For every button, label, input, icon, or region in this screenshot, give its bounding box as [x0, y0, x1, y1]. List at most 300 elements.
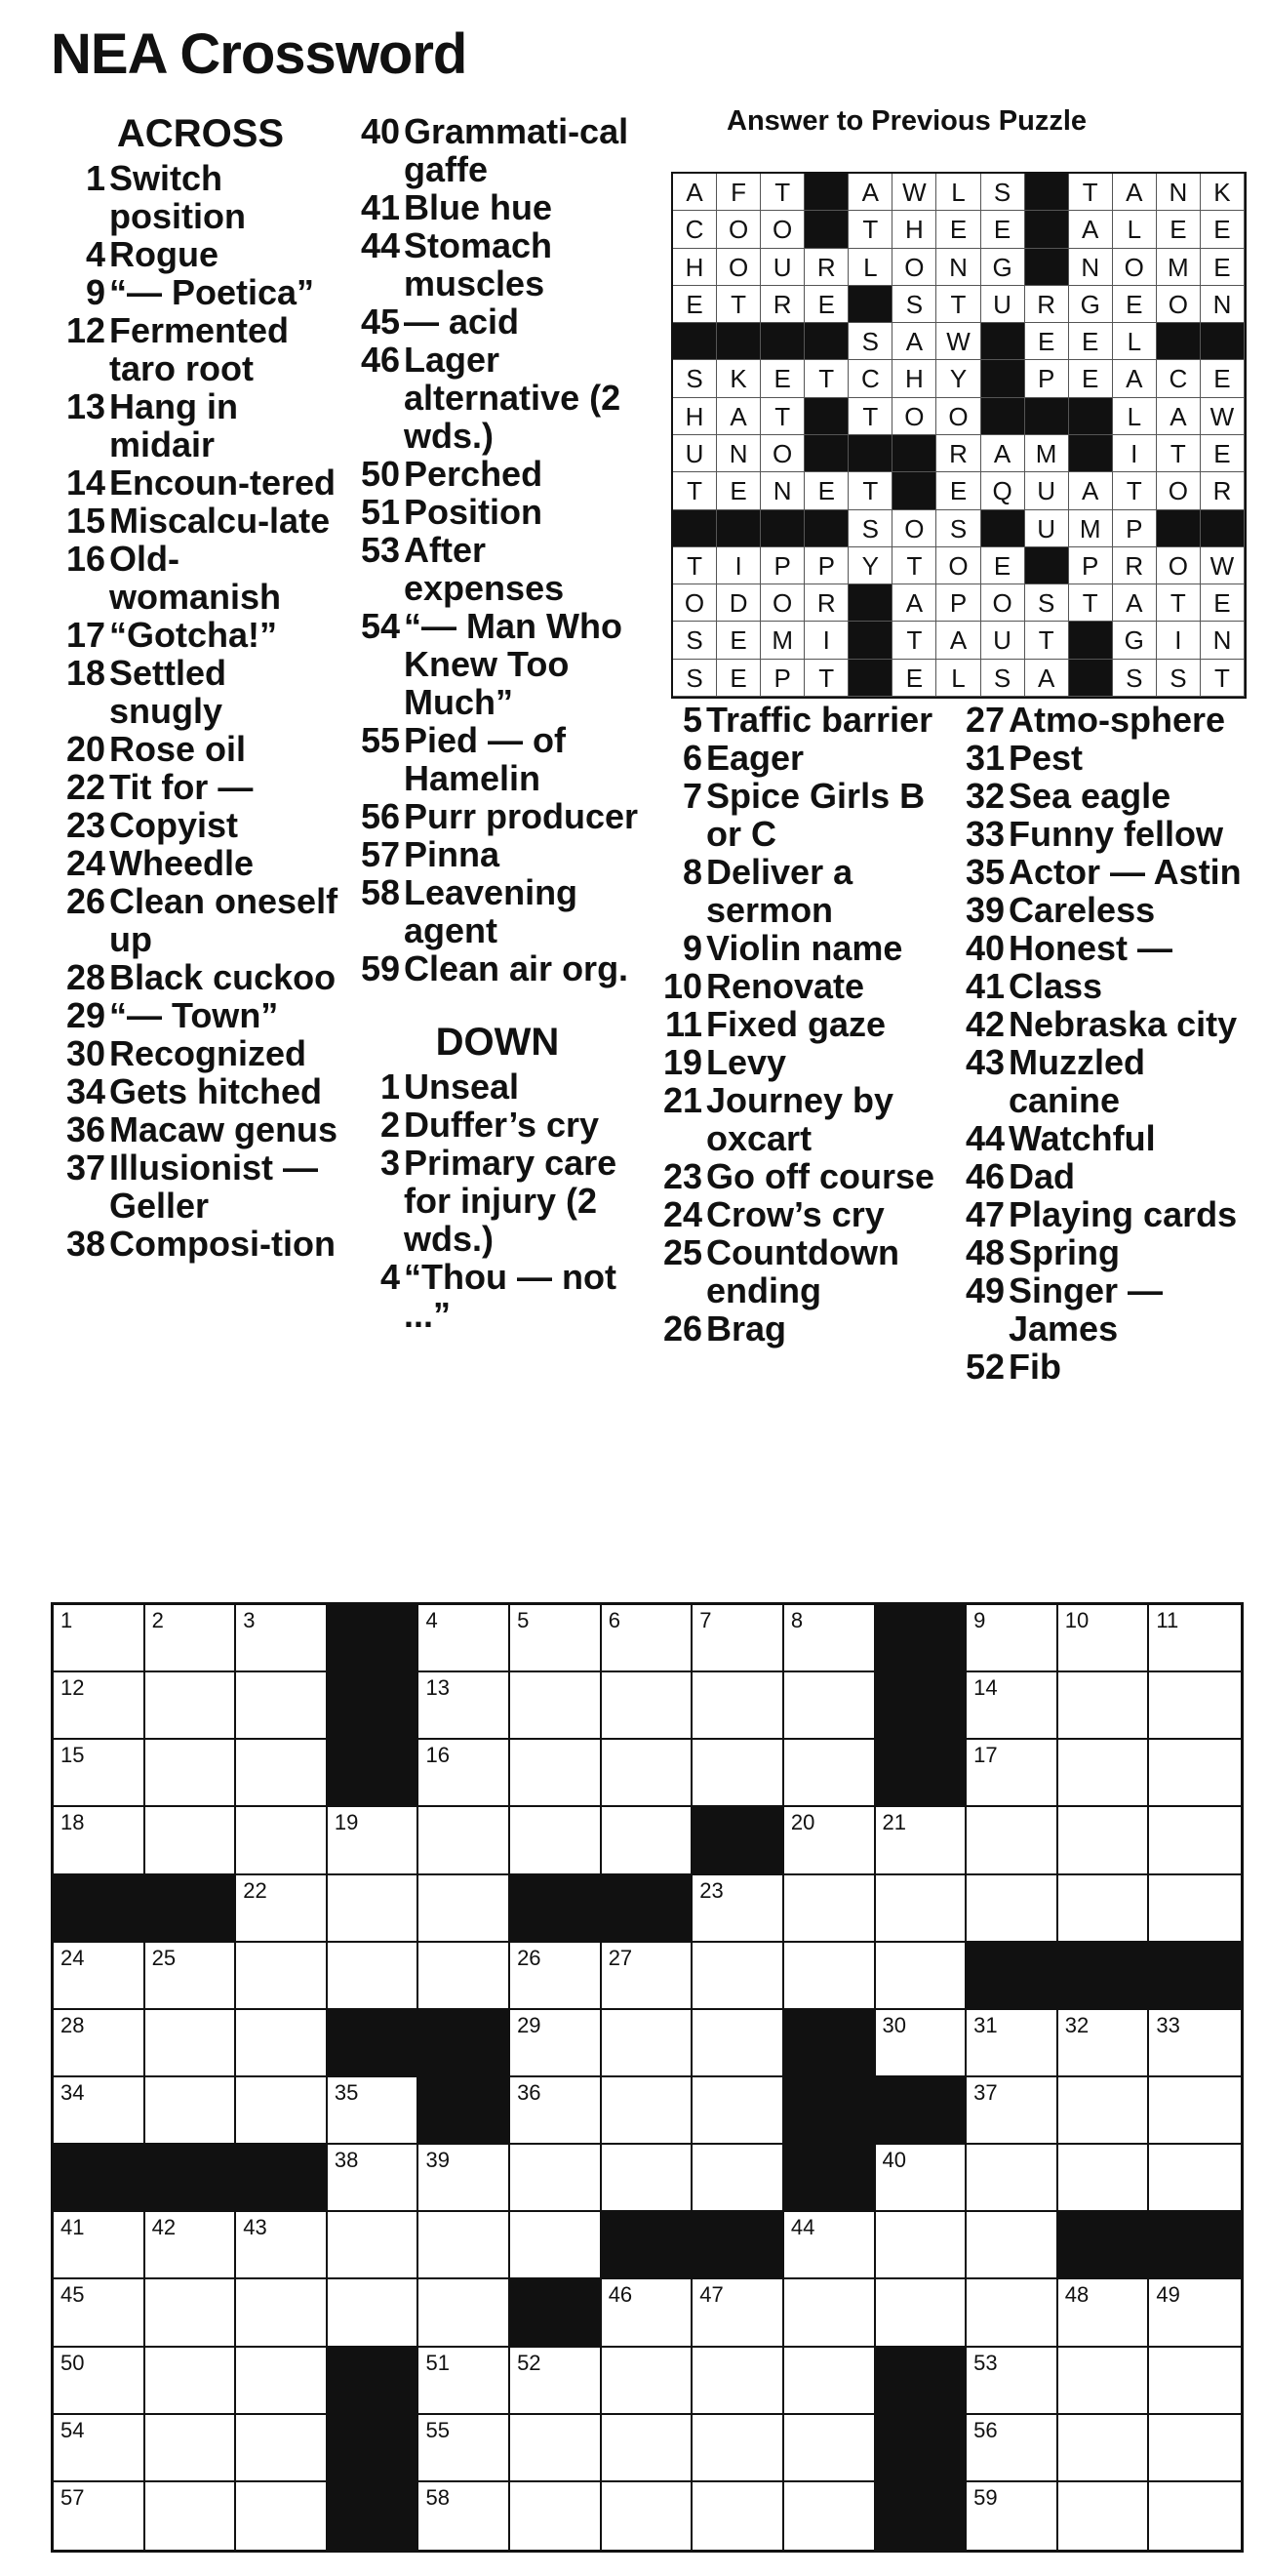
answer-letter: A — [849, 174, 892, 211]
grid-cell[interactable] — [1058, 1875, 1150, 1943]
across-clue-59 — [351, 949, 644, 987]
grid-cell[interactable] — [236, 1740, 328, 1807]
clue-number: 3 — [379, 1143, 400, 1183]
grid-cell[interactable] — [54, 1943, 145, 2010]
grid-cell[interactable] — [1149, 2279, 1241, 2347]
grid-cell[interactable] — [876, 1943, 968, 2010]
grid-cell[interactable] — [54, 2482, 145, 2550]
across-clue-53 — [351, 531, 644, 607]
grid-cell[interactable] — [693, 1943, 784, 2010]
cell-number: 40 — [882, 2148, 907, 2173]
grid-cell[interactable] — [784, 2482, 876, 2550]
answer-letter: R — [761, 286, 805, 323]
grid-cell[interactable] — [784, 2415, 876, 2482]
clue-text: Countdown ending — [706, 1232, 899, 1310]
answer-letter: I — [805, 622, 849, 659]
answer-letter: T — [717, 286, 761, 323]
clue-text: Macaw genus — [109, 1109, 338, 1149]
grid-cell[interactable] — [54, 2010, 145, 2077]
grid-cell[interactable] — [236, 1605, 328, 1672]
clue-number: 9 — [85, 272, 105, 312]
across-clue-37 — [57, 1148, 344, 1225]
grid-cell[interactable] — [693, 2348, 784, 2415]
grid-cell[interactable] — [1149, 2415, 1241, 2482]
across-clue-20 — [57, 730, 344, 768]
cell-number: 9 — [973, 1608, 986, 1632]
down-clue-2 — [351, 1106, 644, 1144]
grid-cell[interactable] — [510, 2348, 602, 2415]
down-clue-25 — [649, 1233, 951, 1309]
grid-cell[interactable] — [145, 2348, 237, 2415]
black-square — [876, 2482, 968, 2550]
grid-cell[interactable] — [510, 1943, 602, 2010]
clue-text: Miscalcu-late — [109, 501, 331, 541]
grid-cell[interactable] — [693, 2010, 784, 2077]
grid-cell[interactable] — [418, 2145, 510, 2212]
across-clue-44 — [351, 226, 644, 302]
clue-number: 59 — [360, 948, 400, 988]
answer-letter: T — [673, 547, 717, 584]
cell-number: 44 — [790, 2215, 815, 2240]
clue-number: 28 — [65, 957, 105, 997]
grid-cell[interactable] — [1149, 1740, 1241, 1807]
answer-letter: O — [1113, 249, 1157, 286]
answer-black-square — [1025, 174, 1069, 211]
grid-cell[interactable] — [54, 1807, 145, 1874]
answer-black-square — [805, 174, 849, 211]
grid-cell[interactable] — [967, 2212, 1058, 2279]
black-square — [328, 2348, 419, 2415]
grid-cell[interactable] — [1058, 2415, 1150, 2482]
grid-cell[interactable] — [328, 2077, 419, 2145]
answer-letter: S — [673, 622, 717, 659]
grid-cell[interactable] — [1058, 1807, 1150, 1874]
answer-letter: W — [936, 323, 980, 360]
grid-cell[interactable] — [693, 1672, 784, 1740]
answer-letter: T — [1201, 660, 1245, 697]
answer-letter: E — [1201, 360, 1245, 397]
grid-cell[interactable] — [54, 2077, 145, 2145]
grid-cell[interactable] — [1058, 2279, 1150, 2347]
clue-text: Recognized — [109, 1033, 307, 1073]
answer-letter: O — [1157, 547, 1201, 584]
grid-cell[interactable] — [693, 2482, 784, 2550]
clue-text: Pest — [1009, 738, 1084, 778]
grid-cell[interactable] — [693, 1605, 784, 1672]
grid-cell[interactable] — [236, 1943, 328, 2010]
down-clue-list-2 — [351, 1067, 644, 1334]
answer-letter: O — [936, 398, 980, 435]
across-clue-28 — [57, 958, 344, 996]
clue-number: 33 — [965, 814, 1005, 854]
answer-letter: S — [673, 660, 717, 697]
answer-letter: E — [981, 547, 1025, 584]
black-square — [328, 1605, 419, 1672]
cell-number: 36 — [517, 2080, 541, 2105]
answer-letter: E — [1201, 584, 1245, 622]
across-clue-36 — [57, 1110, 344, 1148]
grid-cell[interactable] — [328, 2145, 419, 2212]
grid-cell[interactable] — [967, 1740, 1058, 1807]
grid-cell[interactable] — [1058, 2482, 1150, 2550]
answer-letter: R — [936, 435, 980, 472]
cell-number: 26 — [517, 1945, 541, 1970]
answer-letter: R — [1025, 286, 1069, 323]
grid-cell[interactable] — [510, 1807, 602, 1874]
grid-cell[interactable] — [418, 2279, 510, 2347]
grid-cell[interactable] — [876, 2145, 968, 2212]
grid-cell[interactable] — [54, 1740, 145, 1807]
grid-cell[interactable] — [145, 1672, 237, 1740]
grid-cell[interactable] — [693, 1875, 784, 1943]
grid-cell[interactable] — [510, 2482, 602, 2550]
grid-cell[interactable] — [54, 2279, 145, 2347]
answer-letter: A — [1113, 360, 1157, 397]
clue-text: Composi-tion — [109, 1224, 336, 1264]
grid-cell[interactable] — [693, 2279, 784, 2347]
grid-cell[interactable] — [236, 2348, 328, 2415]
grid-cell[interactable] — [876, 2212, 968, 2279]
black-square — [876, 1740, 968, 1807]
across-clue-57 — [351, 835, 644, 873]
clue-number: 24 — [65, 843, 105, 883]
cell-number: 5 — [517, 1608, 530, 1632]
grid-cell[interactable] — [967, 2077, 1058, 2145]
answer-letter: M — [1069, 510, 1113, 547]
across-clue-38 — [57, 1225, 344, 1263]
clue-text: Duffer’s cry — [404, 1105, 600, 1145]
cell-number: 10 — [1064, 1608, 1090, 1632]
clue-number: 6 — [682, 738, 702, 778]
grid-cell[interactable] — [418, 1943, 510, 2010]
black-square — [967, 1943, 1058, 2010]
grid-cell[interactable] — [784, 1740, 876, 1807]
down-clue-43 — [951, 1043, 1244, 1119]
across-clue-15 — [57, 502, 344, 540]
across-clue-46 — [351, 341, 644, 455]
grid-cell[interactable] — [236, 2077, 328, 2145]
across-clue-26 — [57, 882, 344, 958]
grid-cell[interactable] — [784, 2348, 876, 2415]
cell-number: 15 — [60, 1743, 85, 1768]
answer-letter: E — [1113, 286, 1157, 323]
clue-text: Tit for — — [109, 767, 254, 807]
grid-cell[interactable] — [236, 2415, 328, 2482]
grid-cell[interactable] — [510, 1672, 602, 1740]
grid-cell[interactable] — [967, 2415, 1058, 2482]
grid-cell[interactable] — [145, 1943, 237, 2010]
cell-number: 20 — [790, 1810, 815, 1835]
cell-number: 29 — [517, 2012, 541, 2037]
answer-letter: S — [673, 360, 717, 397]
answer-letter: T — [849, 398, 892, 435]
grid-cell[interactable] — [145, 1605, 237, 1672]
grid-cell[interactable] — [967, 2348, 1058, 2415]
clue-text: Hang in midair — [109, 386, 238, 464]
clue-number: 34 — [65, 1071, 105, 1111]
grid-cell[interactable] — [784, 1605, 876, 1672]
grid-cell[interactable] — [54, 2415, 145, 2482]
clue-number: 48 — [965, 1232, 1005, 1272]
clue-number: 45 — [360, 302, 400, 342]
cell-number: 38 — [334, 2148, 359, 2173]
black-square — [236, 2145, 328, 2212]
clue-number: 18 — [65, 653, 105, 693]
black-square — [876, 2415, 968, 2482]
grid-cell[interactable] — [418, 1807, 510, 1874]
cell-number: 21 — [882, 1810, 907, 1835]
grid-cell[interactable] — [784, 1943, 876, 2010]
grid-cell[interactable] — [693, 2077, 784, 2145]
grid-cell[interactable] — [1149, 1807, 1241, 1874]
crossword-grid — [51, 1602, 1244, 2553]
grid-cell[interactable] — [145, 1807, 237, 1874]
grid-cell[interactable] — [693, 2415, 784, 2482]
grid-cell[interactable] — [418, 1605, 510, 1672]
clue-text: Sea eagle — [1009, 776, 1171, 816]
grid-cell[interactable] — [54, 2348, 145, 2415]
black-square — [328, 2010, 419, 2077]
across-clue-9 — [57, 273, 344, 311]
grid-cell[interactable] — [602, 1943, 694, 2010]
grid-cell[interactable] — [967, 2010, 1058, 2077]
clue-text: Grammati-cal gaffe — [404, 111, 629, 189]
grid-cell[interactable] — [418, 2348, 510, 2415]
grid-cell[interactable] — [602, 2010, 694, 2077]
clue-number: 32 — [965, 776, 1005, 816]
grid-cell[interactable] — [418, 1875, 510, 1943]
clue-text: Actor — Astin — [1009, 852, 1242, 892]
answer-black-square — [1201, 323, 1245, 360]
answer-letter: O — [892, 398, 936, 435]
answer-letter: L — [1113, 323, 1157, 360]
grid-cell[interactable] — [418, 1740, 510, 1807]
clue-text: Violin name — [706, 928, 903, 968]
clue-number: 27 — [965, 700, 1005, 740]
grid-cell[interactable] — [328, 1943, 419, 2010]
grid-cell[interactable] — [602, 2145, 694, 2212]
grid-cell[interactable] — [236, 1807, 328, 1874]
answer-letter: E — [1157, 211, 1201, 248]
grid-cell[interactable] — [1058, 1672, 1150, 1740]
clue-text: Class — [1009, 966, 1103, 1006]
clue-text: Rogue — [109, 234, 218, 274]
grid-cell[interactable] — [693, 1740, 784, 1807]
grid-cell[interactable] — [145, 2482, 237, 2550]
grid-cell[interactable] — [1058, 2145, 1150, 2212]
grid-cell[interactable] — [236, 2010, 328, 2077]
grid-cell[interactable] — [418, 1672, 510, 1740]
grid-cell[interactable] — [784, 1875, 876, 1943]
grid-cell[interactable] — [510, 2077, 602, 2145]
answer-letter: U — [673, 435, 717, 472]
clue-text: Muzzled canine — [1009, 1042, 1145, 1120]
answer-letter: E — [717, 660, 761, 697]
grid-cell[interactable] — [328, 2279, 419, 2347]
answer-letter: L — [849, 249, 892, 286]
black-square — [784, 2145, 876, 2212]
answer-letter: G — [1069, 286, 1113, 323]
answer-letter: O — [892, 510, 936, 547]
grid-cell[interactable] — [602, 2348, 694, 2415]
clue-number: 7 — [682, 776, 702, 816]
grid-cell[interactable] — [54, 2212, 145, 2279]
grid-cell[interactable] — [418, 2212, 510, 2279]
grid-cell[interactable] — [876, 1807, 968, 1874]
grid-cell[interactable] — [1149, 2145, 1241, 2212]
page-title: NEA Crossword — [51, 22, 467, 86]
grid-cell[interactable] — [1058, 1740, 1150, 1807]
grid-cell[interactable] — [876, 1875, 968, 1943]
grid-cell[interactable] — [967, 2482, 1058, 2550]
down-clue-6 — [649, 739, 951, 777]
answer-letter: P — [1069, 547, 1113, 584]
grid-cell[interactable] — [145, 2415, 237, 2482]
answer-letter: A — [1113, 584, 1157, 622]
answer-letter: A — [673, 174, 717, 211]
grid-cell[interactable] — [876, 2279, 968, 2347]
grid-cell[interactable] — [236, 2279, 328, 2347]
grid-cell[interactable] — [236, 1875, 328, 1943]
grid-cell[interactable] — [1149, 1672, 1241, 1740]
clue-text: Lager alternative (2 wds.) — [404, 340, 621, 456]
grid-cell[interactable] — [145, 2077, 237, 2145]
answer-letter: E — [1069, 360, 1113, 397]
clue-number: 16 — [65, 539, 105, 579]
grid-cell[interactable] — [693, 2145, 784, 2212]
grid-cell[interactable] — [510, 1740, 602, 1807]
down-clue-1 — [351, 1067, 644, 1106]
grid-cell[interactable] — [1149, 2348, 1241, 2415]
grid-cell[interactable] — [1058, 2348, 1150, 2415]
answer-letter: T — [805, 660, 849, 697]
black-square — [1149, 1943, 1241, 2010]
grid-cell[interactable] — [602, 2077, 694, 2145]
clue-text: Rose oil — [109, 729, 247, 769]
answer-letter: E — [1069, 323, 1113, 360]
answer-black-square — [1069, 398, 1113, 435]
grid-cell[interactable] — [602, 2482, 694, 2550]
down-column-3 — [649, 701, 951, 1348]
grid-cell[interactable] — [967, 2279, 1058, 2347]
grid-cell[interactable] — [510, 2145, 602, 2212]
grid-cell[interactable] — [1149, 2077, 1241, 2145]
grid-cell[interactable] — [602, 2415, 694, 2482]
cell-number: 11 — [1156, 1608, 1179, 1632]
grid-cell[interactable] — [602, 1740, 694, 1807]
grid-cell[interactable] — [145, 2010, 237, 2077]
answer-black-square — [849, 435, 892, 472]
grid-cell[interactable] — [418, 2415, 510, 2482]
answer-black-square — [849, 622, 892, 659]
clue-text: “— Town” — [109, 995, 279, 1035]
grid-cell[interactable] — [602, 1807, 694, 1874]
grid-cell[interactable] — [784, 2212, 876, 2279]
answer-letter: W — [1201, 547, 1245, 584]
clue-number: 41 — [360, 187, 400, 227]
down-clue-39 — [951, 891, 1244, 929]
answer-letter: N — [1157, 174, 1201, 211]
cell-number: 50 — [60, 2350, 85, 2375]
grid-cell[interactable] — [967, 1672, 1058, 1740]
answer-letter: G — [1113, 622, 1157, 659]
grid-cell[interactable] — [1149, 2010, 1241, 2077]
cell-number: 12 — [60, 1675, 85, 1701]
answer-letter: T — [892, 622, 936, 659]
grid-cell[interactable] — [1058, 2077, 1150, 2145]
answer-letter: S — [849, 323, 892, 360]
across-clue-45 — [351, 302, 644, 341]
grid-cell[interactable] — [236, 1672, 328, 1740]
grid-cell[interactable] — [328, 2212, 419, 2279]
clue-number: 12 — [65, 310, 105, 350]
clue-text: Blue hue — [404, 187, 553, 227]
answer-black-square — [981, 510, 1025, 547]
grid-cell[interactable] — [236, 2482, 328, 2550]
grid-cell[interactable] — [602, 1605, 694, 1672]
clue-number: 54 — [360, 606, 400, 646]
grid-cell[interactable] — [510, 2212, 602, 2279]
grid-cell[interactable] — [967, 2145, 1058, 2212]
grid-cell[interactable] — [876, 2010, 968, 2077]
grid-cell[interactable] — [967, 1605, 1058, 1672]
answer-letter: E — [717, 622, 761, 659]
grid-cell[interactable] — [1058, 1605, 1150, 1672]
answer-black-square — [1025, 211, 1069, 248]
across-clue-54 — [351, 607, 644, 721]
grid-cell[interactable] — [145, 2212, 237, 2279]
grid-cell[interactable] — [510, 2010, 602, 2077]
grid-cell[interactable] — [145, 1740, 237, 1807]
grid-cell[interactable] — [145, 2279, 237, 2347]
grid-cell[interactable] — [328, 1875, 419, 1943]
clue-text: Careless — [1009, 890, 1156, 930]
grid-cell[interactable] — [1149, 1605, 1241, 1672]
grid-cell[interactable] — [236, 2212, 328, 2279]
grid-cell[interactable] — [510, 1605, 602, 1672]
answer-letter: Q — [981, 472, 1025, 509]
grid-cell[interactable] — [784, 2279, 876, 2347]
grid-cell[interactable] — [602, 2279, 694, 2347]
answer-letter: U — [981, 622, 1025, 659]
grid-cell[interactable] — [967, 1875, 1058, 1943]
grid-cell[interactable] — [328, 1807, 419, 1874]
answer-letter: S — [981, 174, 1025, 211]
black-square — [328, 1740, 419, 1807]
grid-cell[interactable] — [1149, 1875, 1241, 1943]
grid-cell[interactable] — [1149, 2482, 1241, 2550]
black-square — [876, 1605, 968, 1672]
grid-cell[interactable] — [54, 1672, 145, 1740]
grid-cell[interactable] — [418, 2482, 510, 2550]
answer-black-square — [981, 398, 1025, 435]
grid-cell[interactable] — [967, 1807, 1058, 1874]
across-clue-22 — [57, 768, 344, 806]
down-clue-19 — [649, 1043, 951, 1081]
clue-number: 46 — [360, 340, 400, 380]
grid-cell[interactable] — [784, 1672, 876, 1740]
grid-cell[interactable] — [1058, 2010, 1150, 2077]
grid-cell[interactable] — [784, 1807, 876, 1874]
answer-black-square — [892, 472, 936, 509]
cell-number: 31 — [973, 2012, 998, 2037]
clue-number: 51 — [360, 492, 400, 532]
grid-cell[interactable] — [54, 1605, 145, 1672]
grid-cell[interactable] — [510, 2415, 602, 2482]
answer-letter: T — [892, 547, 936, 584]
grid-cell[interactable] — [602, 1672, 694, 1740]
clue-number: 44 — [965, 1118, 1005, 1158]
